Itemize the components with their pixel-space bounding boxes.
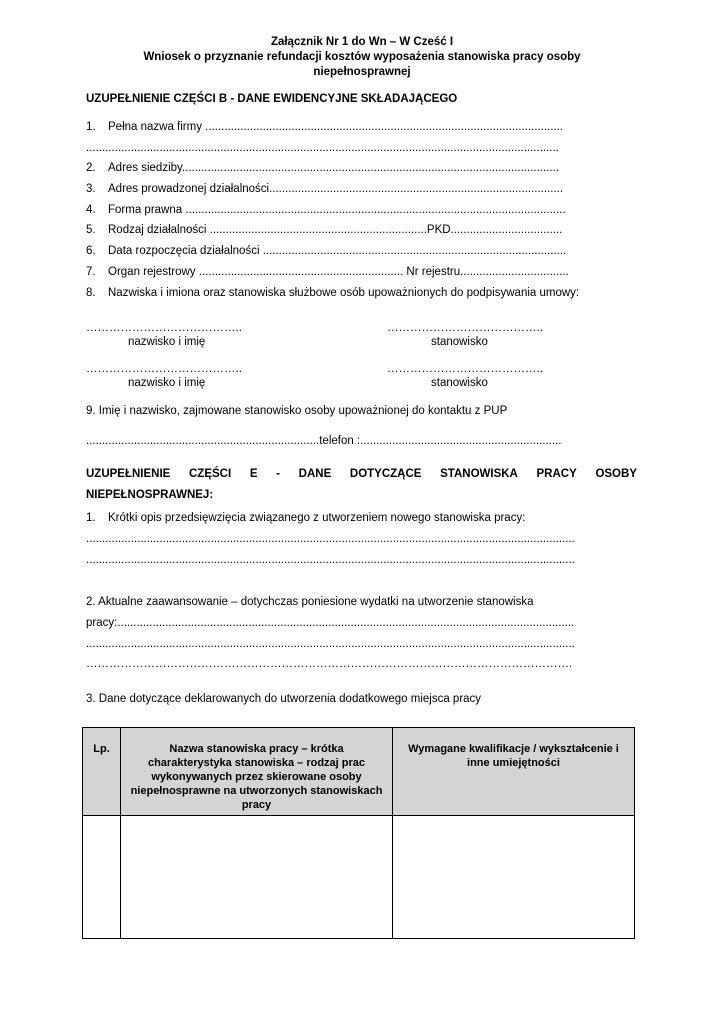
field-headquarters-address[interactable] — [86, 162, 559, 174]
heading-word: UZUPEŁNIENIE — [86, 468, 171, 480]
field-label: Forma prawna ....................................................................................................................... — [108, 204, 566, 216]
heading-word: CZĘŚCI — [189, 468, 232, 480]
label-position: stanowisko — [431, 377, 488, 389]
field-label: Rodzaj działalności ....................................................................PKD................................... — [108, 224, 563, 236]
item-declared-positions: 3. Dane dotyczące deklarowanych do utworzenia dodatkowego miejsca pracy — [86, 693, 482, 705]
heading-word: DANE — [298, 468, 332, 480]
column-header-lp: Lp. — [83, 728, 121, 816]
sign-name-field-1[interactable]: ………………………………….. — [86, 322, 242, 334]
header-line-2: Wniosek o przyznanie refundacji kosztów wyposażenia stanowiska pracy osoby — [143, 51, 581, 63]
heading-word: DOTYCZĄCE — [349, 468, 422, 480]
field-start-date[interactable] — [86, 245, 566, 257]
section-b-heading: UZUPEŁNIENIE CZĘŚCI B - DANE EWIDENCYJNE SKŁADAJĄCEGO — [86, 93, 458, 105]
field-registry[interactable] — [86, 266, 569, 278]
table-header-row — [83, 728, 635, 816]
field-company-name-continued[interactable] — [86, 142, 559, 154]
label-name: nazwisko i imię — [128, 336, 206, 348]
item-authorized-persons — [86, 287, 579, 299]
item-text: Nazwiska i imiona oraz stanowiska służbowe osób upoważnionych do podpisywania umowy: — [108, 287, 580, 299]
item-number: 1. — [86, 121, 96, 133]
column-header-qualifications: Wymagane kwalifikacje / wykształcenie i inne umiejętności — [393, 728, 635, 816]
field-company-name[interactable] — [86, 121, 563, 133]
field-label: Adres siedziby...................................................................................................................... — [108, 162, 559, 174]
heading-word: PRACY — [536, 468, 577, 480]
table-cell-position-name[interactable] — [121, 816, 393, 939]
header-line-1: Załącznik Nr 1 do Wn – W Cześć I — [270, 36, 454, 48]
sign-position-field-2[interactable]: ………………………………….. — [387, 363, 543, 375]
field-business-address[interactable] — [86, 183, 563, 195]
field-business-type-pkd[interactable] — [86, 224, 562, 236]
item-text: Krótki opis przedsięwzięcia związanego z utworzeniem nowego stanowiska pracy: — [108, 512, 526, 524]
heading-word: STANOWISKA — [440, 468, 518, 480]
item-project-description — [86, 512, 525, 524]
item-number: 6. — [86, 245, 96, 257]
label-name: nazwisko i imię — [128, 377, 206, 389]
field-label: Data rozpoczęcia działalności ............................................................................................... — [108, 245, 567, 257]
project-description-line-2[interactable]: ......................................................................................................................................................... — [86, 554, 575, 566]
item-number: 8. — [86, 287, 96, 299]
item-number: 5. — [86, 224, 96, 236]
table-cell-lp[interactable] — [83, 816, 121, 939]
column-header-position-name: Nazwa stanowiska pracy – krótka charakterystyka stanowiska – rodzaj prac wykonywanych przez skierowane osoby niepełnosprawne na utworzonych stanowiskach pracy — [121, 728, 393, 816]
item-number: 2. — [86, 162, 96, 174]
sign-name-field-2[interactable]: ………………………………….. — [86, 363, 242, 375]
section-e-heading — [86, 468, 637, 480]
label-position: stanowisko — [431, 336, 488, 348]
heading-word: OSOBY — [595, 468, 637, 480]
field-label: Organ rejestrowy ................................................................ Nr rejestru.................................. — [108, 266, 569, 278]
field-contact-phone[interactable]: .........................................................................telefon :............................................................... — [86, 435, 562, 447]
current-progress-line-1[interactable]: pracy:............................................................................................................................................... — [86, 617, 575, 629]
sign-position-field-1[interactable]: ………………………………….. — [387, 322, 543, 334]
field-legal-form[interactable] — [86, 204, 566, 216]
positions-table — [82, 727, 635, 939]
field-label: Adres prowadzonej działalności............................................................................................ — [108, 183, 564, 195]
table-cell-qualifications[interactable] — [393, 816, 635, 939]
item-number: 7. — [86, 266, 96, 278]
item-current-progress: 2. Aktualne zaawansowanie – dotychczas poniesione wydatki na utworzenie stanowiska — [86, 596, 534, 608]
current-progress-line-2[interactable]: ......................................................................................................................................................... — [86, 638, 575, 650]
field-label: Pełna nazwa firmy ................................................................................................................ — [108, 121, 563, 133]
item-number: 1. — [86, 512, 96, 524]
section-e-heading-line-2: NIEPEŁNOSPRAWNEJ: — [86, 489, 214, 501]
item-number: 4. — [86, 204, 96, 216]
project-description-line-1[interactable]: ......................................................................................................................................................... — [86, 533, 575, 545]
current-progress-line-3[interactable]: ………………………………………………………………………………………………………………. — [86, 658, 573, 670]
dotted-line: .................................................................................................................................................... — [86, 142, 559, 154]
item-contact-person: 9. Imię i nazwisko, zajmowane stanowisko osoby upoważnionej do kontaktu z PUP — [86, 405, 508, 417]
header-line-3: niepełnosprawnej — [313, 66, 411, 78]
heading-word: E — [249, 468, 258, 480]
table-row — [83, 816, 635, 939]
heading-word: - — [276, 468, 280, 480]
item-number: 3. — [86, 183, 96, 195]
